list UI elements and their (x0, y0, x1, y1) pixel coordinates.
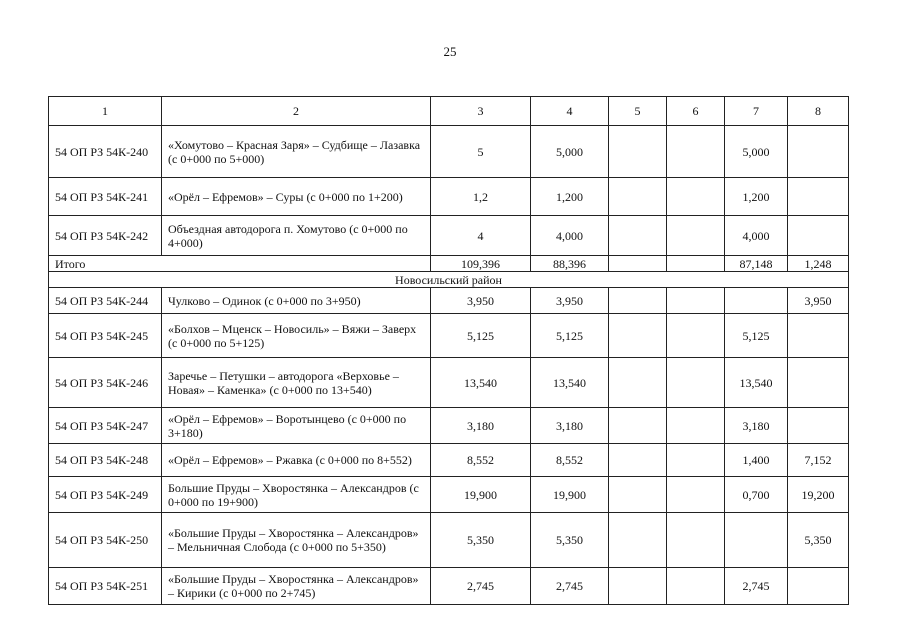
road-code-cell: 54 ОП РЗ 54К-248 (49, 444, 162, 477)
road-code-cell: 54 ОП РЗ 54К-249 (49, 477, 162, 513)
value-cell-3: 4 (431, 216, 531, 256)
value-cell-5 (609, 477, 667, 513)
value-cell-6 (667, 288, 725, 314)
value-cell-7 (725, 513, 788, 568)
road-code-cell: 54 ОП РЗ 54К-245 (49, 314, 162, 358)
road-code-cell: 54 ОП РЗ 54К-242 (49, 216, 162, 256)
header-row (49, 97, 849, 126)
column-header: 4 (531, 97, 609, 126)
road-code-cell: 54 ОП РЗ 54К-251 (49, 568, 162, 605)
value-cell-8 (788, 568, 849, 605)
value-cell-7: 13,540 (725, 358, 788, 408)
value-cell-7: 1,400 (725, 444, 788, 477)
value-cell-4: 5,000 (531, 126, 609, 178)
value-cell-4: 8,552 (531, 444, 609, 477)
value-cell-5 (609, 126, 667, 178)
value-cell-3: 8,552 (431, 444, 531, 477)
value-cell-7: 3,180 (725, 408, 788, 444)
district-row (49, 272, 849, 288)
road-name-cell: «Большие Пруды – Хворостянка – Александров» – Мельничная Слобода (с 0+000 по 5+350) (162, 513, 431, 568)
table-row (49, 178, 849, 216)
column-header: 1 (49, 97, 162, 126)
value-cell-7 (725, 288, 788, 314)
value-cell-7: 0,700 (725, 477, 788, 513)
table-row (49, 216, 849, 256)
value-cell-7: 1,200 (725, 178, 788, 216)
value-cell-5 (609, 358, 667, 408)
value-cell-5 (609, 513, 667, 568)
value-cell-4: 3,180 (531, 408, 609, 444)
table-row (49, 288, 849, 314)
value-cell-8: 7,152 (788, 444, 849, 477)
value-cell-4: 1,200 (531, 178, 609, 216)
page-number: 25 (443, 44, 457, 59)
value-cell-6 (667, 477, 725, 513)
total-value-7: 87,148 (725, 256, 788, 272)
value-cell-5 (609, 216, 667, 256)
value-cell-8 (788, 126, 849, 178)
road-name-cell: «Большие Пруды – Хворостянка – Александров» – Кирики (с 0+000 по 2+745) (162, 568, 431, 605)
table-row (49, 477, 849, 513)
road-name-cell: Объездная автодорога п. Хомутово (с 0+000 по 4+000) (162, 216, 431, 256)
road-code-cell: 54 ОП РЗ 54К-246 (49, 358, 162, 408)
value-cell-6 (667, 408, 725, 444)
total-value-6 (667, 256, 725, 272)
total-label: Итого (49, 256, 431, 272)
value-cell-8 (788, 216, 849, 256)
value-cell-4: 3,950 (531, 288, 609, 314)
value-cell-4: 2,745 (531, 568, 609, 605)
value-cell-8 (788, 314, 849, 358)
value-cell-8: 3,950 (788, 288, 849, 314)
table-row (49, 314, 849, 358)
value-cell-3: 19,900 (431, 477, 531, 513)
value-cell-5 (609, 288, 667, 314)
road-name-cell: «Орёл – Ефремов» – Ржавка (с 0+000 по 8+552) (162, 444, 431, 477)
value-cell-6 (667, 314, 725, 358)
value-cell-5 (609, 178, 667, 216)
value-cell-7: 5,000 (725, 126, 788, 178)
value-cell-6 (667, 568, 725, 605)
value-cell-5 (609, 408, 667, 444)
total-value-5 (609, 256, 667, 272)
road-name-cell: «Хомутово – Красная Заря» – Судбище – Лазавка (с 0+000 по 5+000) (162, 126, 431, 178)
column-header: 6 (667, 97, 725, 126)
table-row (49, 358, 849, 408)
value-cell-7: 2,745 (725, 568, 788, 605)
column-header: 5 (609, 97, 667, 126)
road-name-cell: Большие Пруды – Хворостянка – Александров (с 0+000 по 19+900) (162, 477, 431, 513)
value-cell-6 (667, 444, 725, 477)
table-row (49, 513, 849, 568)
district-heading: Новосильский район (49, 272, 849, 288)
value-cell-3: 5,125 (431, 314, 531, 358)
value-cell-3: 5 (431, 126, 531, 178)
column-header: 3 (431, 97, 531, 126)
column-header: 7 (725, 97, 788, 126)
value-cell-4: 5,125 (531, 314, 609, 358)
value-cell-5 (609, 444, 667, 477)
value-cell-4: 5,350 (531, 513, 609, 568)
total-value-8: 1,248 (788, 256, 849, 272)
value-cell-4: 4,000 (531, 216, 609, 256)
table-row (49, 126, 849, 178)
value-cell-6 (667, 126, 725, 178)
value-cell-5 (609, 314, 667, 358)
value-cell-8: 5,350 (788, 513, 849, 568)
total-value-3: 109,396 (431, 256, 531, 272)
value-cell-6 (667, 513, 725, 568)
value-cell-6 (667, 358, 725, 408)
column-header: 2 (162, 97, 431, 126)
value-cell-7: 4,000 (725, 216, 788, 256)
value-cell-4: 13,540 (531, 358, 609, 408)
column-header: 8 (788, 97, 849, 126)
road-code-cell: 54 ОП РЗ 54К-250 (49, 513, 162, 568)
value-cell-6 (667, 178, 725, 216)
road-name-cell: Чулково – Одинок (с 0+000 по 3+950) (162, 288, 431, 314)
roads-table (48, 96, 849, 605)
value-cell-3: 1,2 (431, 178, 531, 216)
road-code-cell: 54 ОП РЗ 54К-241 (49, 178, 162, 216)
value-cell-3: 2,745 (431, 568, 531, 605)
road-code-cell: 54 ОП РЗ 54К-244 (49, 288, 162, 314)
value-cell-3: 3,950 (431, 288, 531, 314)
value-cell-8 (788, 408, 849, 444)
road-name-cell: Заречье – Петушки – автодорога «Верховье – Новая» – Каменка» (с 0+000 по 13+540) (162, 358, 431, 408)
value-cell-8 (788, 178, 849, 216)
total-value-4: 88,396 (531, 256, 609, 272)
table-row (49, 444, 849, 477)
road-code-cell: 54 ОП РЗ 54К-247 (49, 408, 162, 444)
value-cell-7: 5,125 (725, 314, 788, 358)
road-code-cell: 54 ОП РЗ 54К-240 (49, 126, 162, 178)
value-cell-6 (667, 216, 725, 256)
road-name-cell: «Орёл – Ефремов» – Воротынцево (с 0+000 по 3+180) (162, 408, 431, 444)
total-row (49, 256, 849, 272)
table-row (49, 408, 849, 444)
road-name-cell: «Орёл – Ефремов» – Суры (с 0+000 по 1+200) (162, 178, 431, 216)
value-cell-8 (788, 358, 849, 408)
value-cell-8: 19,200 (788, 477, 849, 513)
value-cell-3: 13,540 (431, 358, 531, 408)
road-name-cell: «Болхов – Мценск – Новосиль» – Вяжи – Заверх (с 0+000 по 5+125) (162, 314, 431, 358)
value-cell-3: 5,350 (431, 513, 531, 568)
table-body (49, 97, 849, 605)
value-cell-5 (609, 568, 667, 605)
value-cell-4: 19,900 (531, 477, 609, 513)
table-row (49, 568, 849, 605)
value-cell-3: 3,180 (431, 408, 531, 444)
